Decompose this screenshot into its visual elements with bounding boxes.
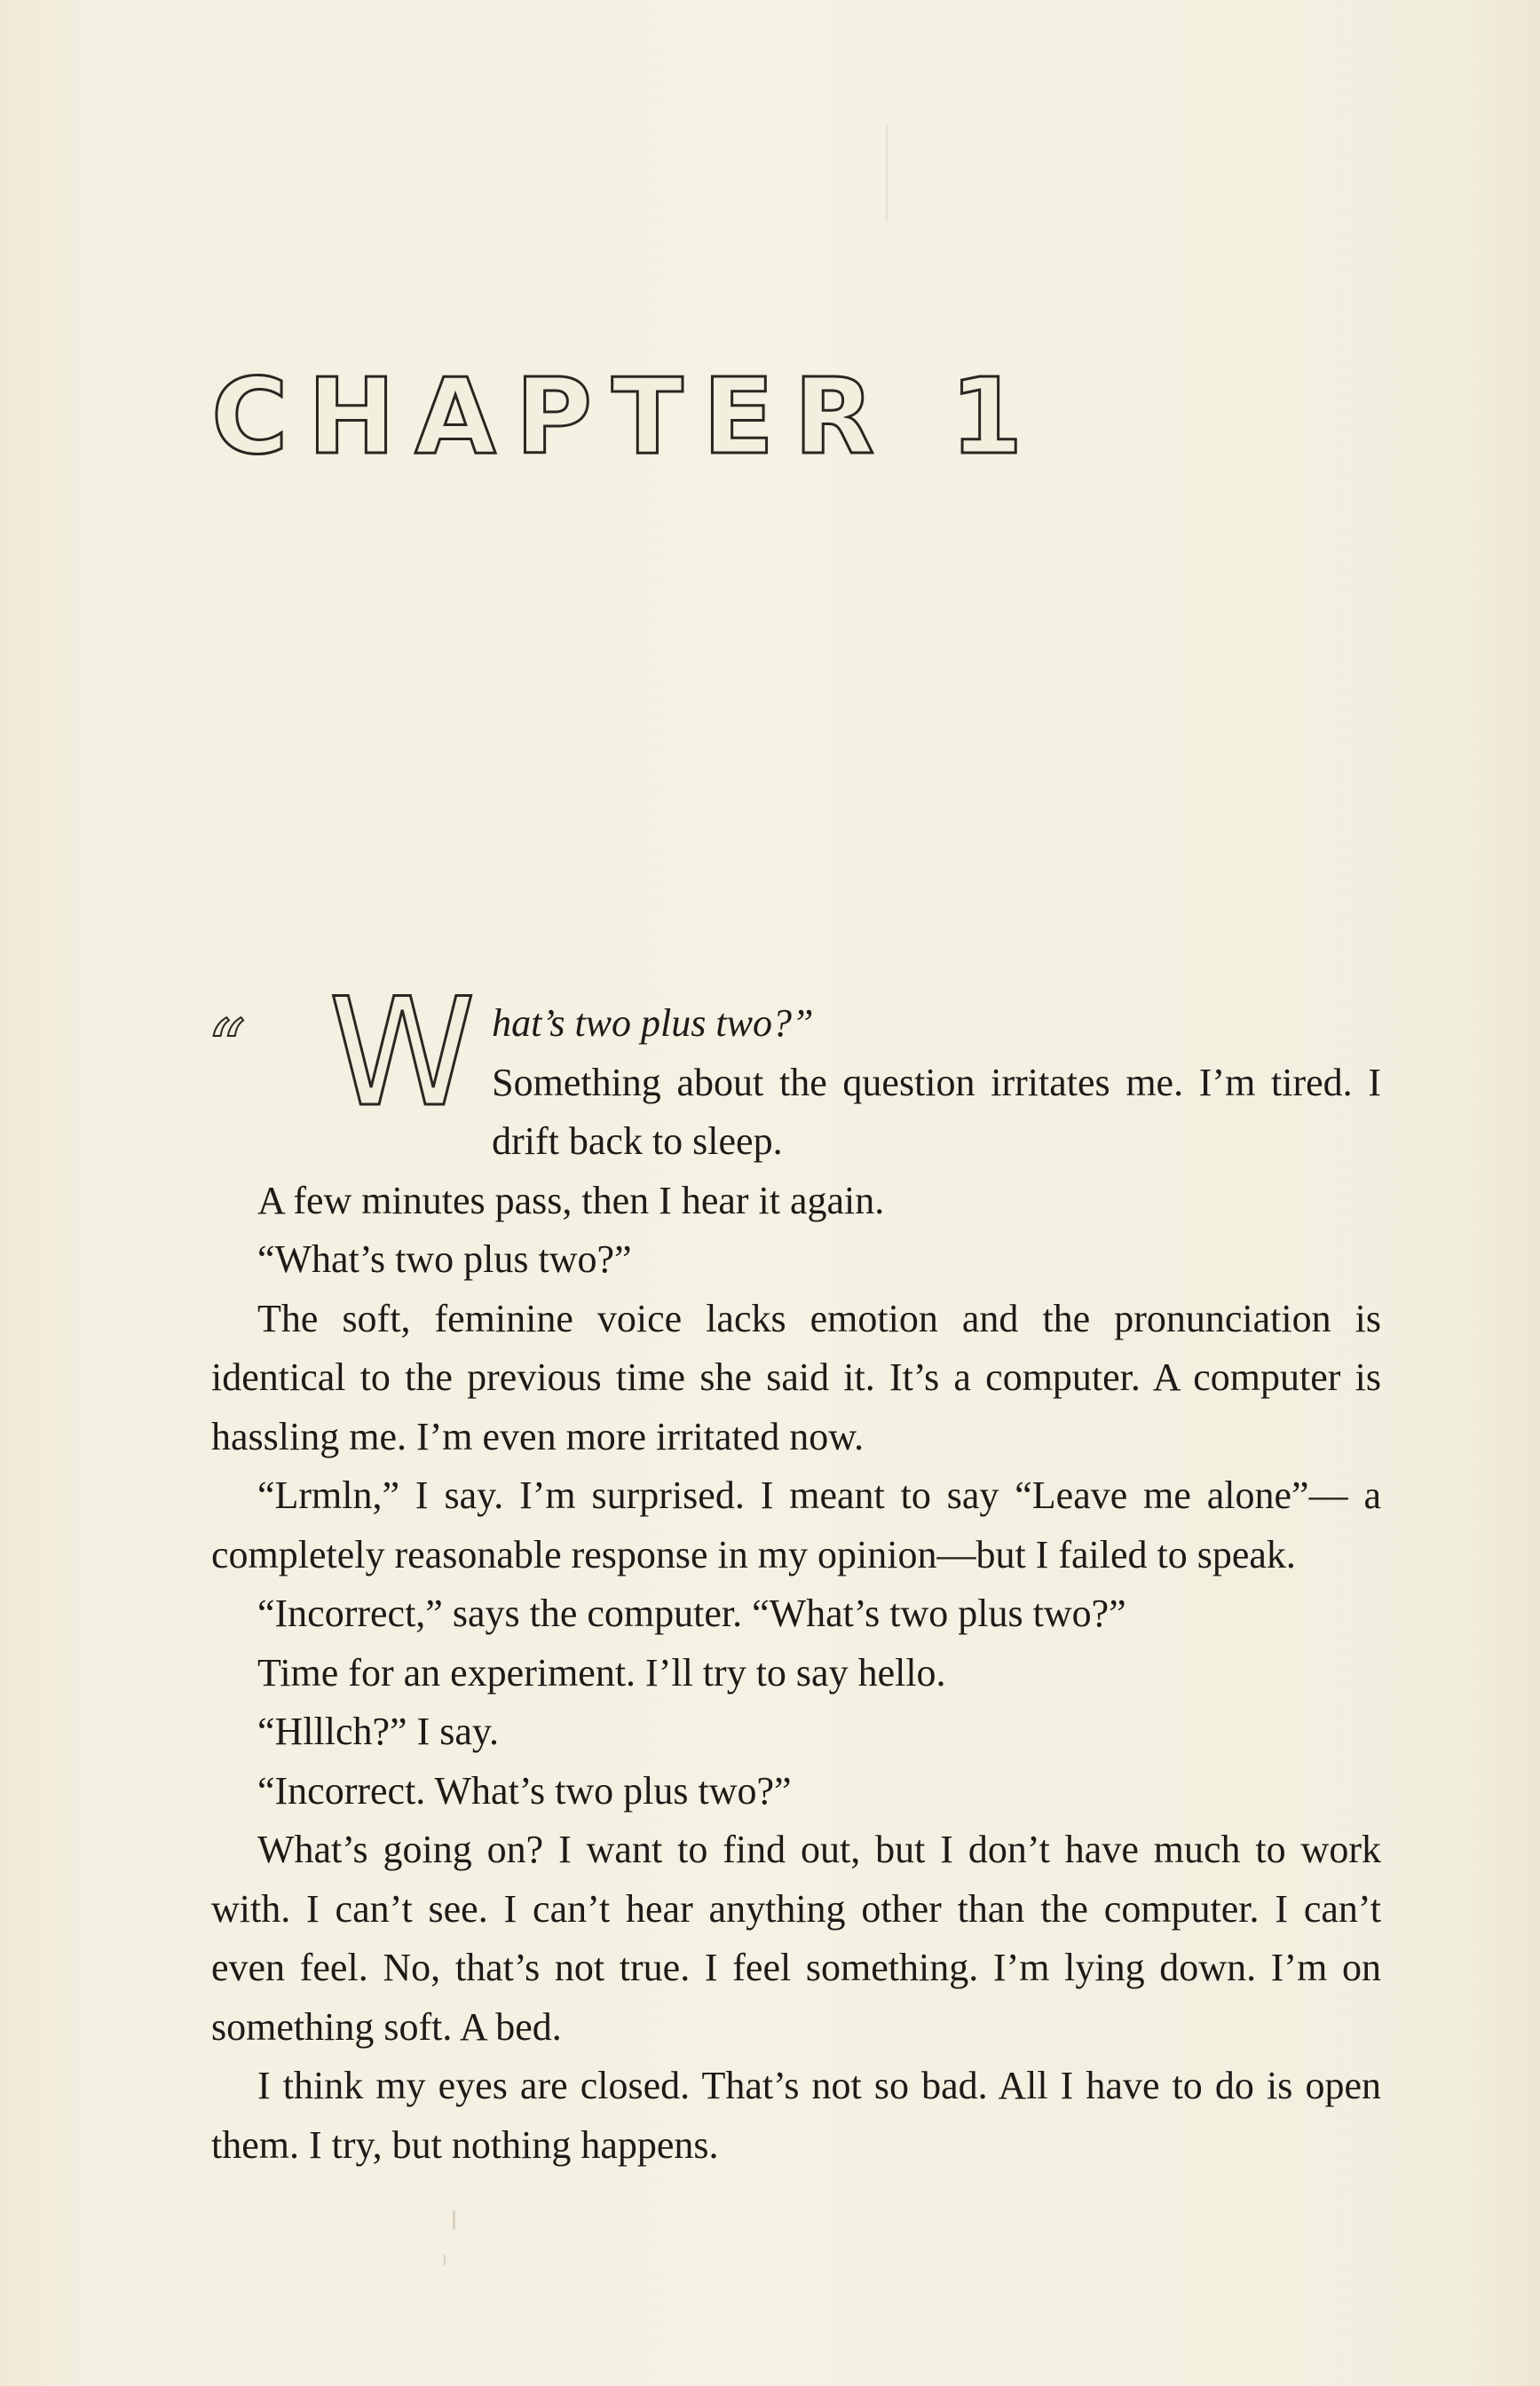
paragraph: “Lrmln,” I say. I’m surprised. I meant to say “Leave me alone”— a completely reasonable response in my opinion—but I failed to speak.: [211, 1473, 1381, 1576]
chapter-heading: CHAPTER 1: [211, 355, 1043, 478]
paragraph: Time for an experiment. I’ll try to say hello.: [257, 1650, 946, 1695]
paragraph: “Incorrect,” says the computer. “What’s two plus two?”: [257, 1592, 1126, 1635]
chapter-text: [208, 966, 1381, 2175]
paragraph: “Hlllch?” I say.: [257, 1710, 500, 1753]
opening-rest-text: Something about the question irritates me. I’m tired. I drift back to sleep.: [492, 1060, 1381, 1163]
opening-paragraph: [208, 966, 1381, 1172]
paragraph: “What’s two plus two?”: [257, 1237, 632, 1281]
paragraph: A few minutes pass, then I hear it again.: [257, 1178, 885, 1222]
paragraph: What’s going on? I want to find out, but I don’t have much to work with. I can’t see. I can’t hear anything other than the computer. I can’t even feel. No, that’s not true. I feel something. I’m lying down. I’m on something soft. A bed.: [211, 1828, 1381, 2049]
paper-speck: [453, 2210, 455, 2230]
paragraph: The soft, feminine voice lacks emotion and the pronunciation is identical to the previous time she said it. It’s a computer. A computer is hassling me. I’m even more irritated now.: [211, 1296, 1381, 1458]
paragraph: I think my eyes are closed. That’s not so bad. All I have to do is open them. I try, but nothing happens.: [211, 2064, 1381, 2167]
paper-speck: [444, 2255, 446, 2265]
opening-lead-text: hat’s two plus two?”: [492, 1001, 814, 1045]
drop-cap-letter: W: [328, 966, 477, 1140]
paper-speck: [886, 124, 888, 222]
opening-quote-mark: “: [208, 1004, 246, 1091]
paragraph: “Incorrect. What’s two plus two?”: [257, 1768, 792, 1813]
